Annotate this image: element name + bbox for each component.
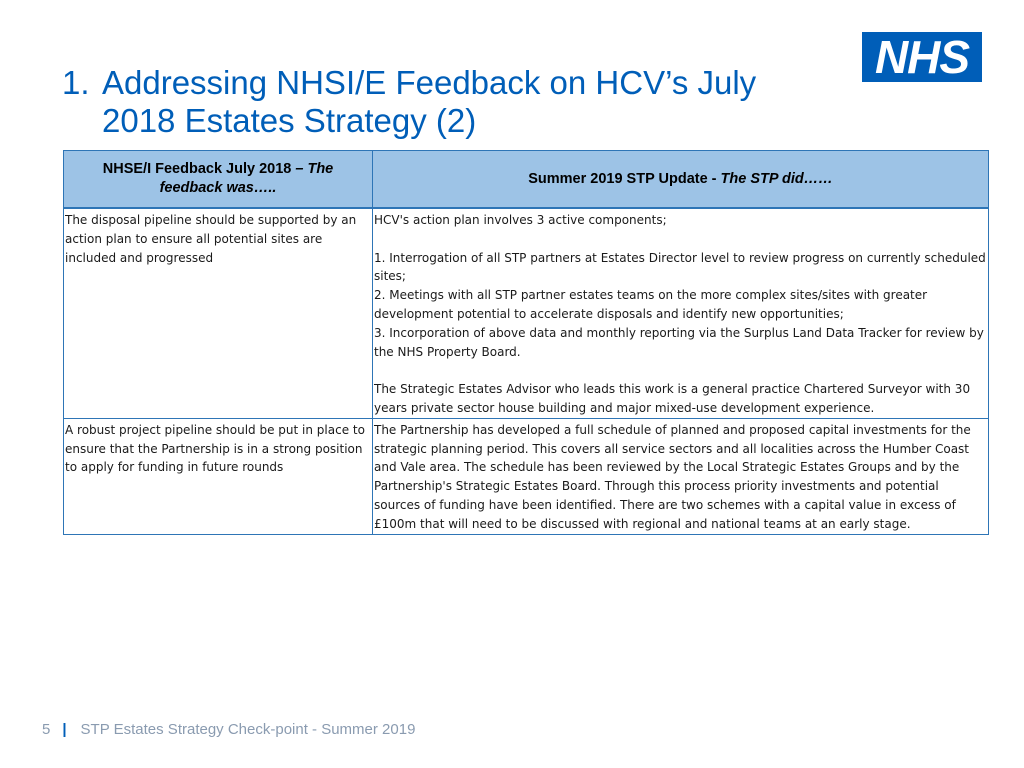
nhs-logo: NHS <box>862 32 982 82</box>
column-header-update-main: Summer 2019 STP Update - <box>528 170 717 187</box>
update-cell <box>373 208 989 418</box>
paragraph-gap <box>374 361 987 380</box>
table-row <box>64 418 989 534</box>
footer-separator: | <box>62 721 67 738</box>
column-header-feedback-main: NHSE/I Feedback July 2018 <box>102 161 292 177</box>
column-header-feedback <box>64 151 373 209</box>
table-row <box>64 208 989 418</box>
feedback-table <box>63 150 989 535</box>
column-header-update-italic: The STP did…… <box>720 170 833 187</box>
update-intro: HCV's action plan involves 3 active components; <box>374 213 667 227</box>
title-number: 1. <box>62 64 90 101</box>
update-cell: The Partnership has developed a full schedule of planned and proposed capital investments for the strategic planning period. This covers all service sectors and all localities across the Humber Coast and Vale area. The schedule has been reviewed by the Local Strategic Estates Groups and by the Partnership's Strategic Estates Board. Through this process priority investments and potential sources of funding have been identified. There are two schemes with a capital value in excess of £100m that will need to be discussed with regional and national teams at an early stage. <box>373 418 989 534</box>
feedback-cell: A robust project pipeline should be put in place to ensure that the Partnership is in a strong position to apply for funding in future rounds <box>64 418 373 534</box>
page-title <box>62 64 822 140</box>
update-item-3: 3. Incorporation of above data and monthly reporting via the Surplus Land Data Tracker for review by the NHS Property Board. <box>374 325 984 359</box>
column-header-update <box>373 151 989 209</box>
title-text: Addressing NHSI/E Feedback on HCV’s July 2018 Estates Strategy (2) <box>102 64 757 139</box>
update-closing: The Strategic Estates Advisor who leads this work is a general practice Chartered Surveyor with 30 years private sector house building and major mixed-use development experience. <box>374 382 971 415</box>
footer-text: STP Estates Strategy Check-point - Summer 2019 <box>80 721 416 738</box>
paragraph-gap <box>374 230 987 249</box>
page-number: 5 <box>42 721 51 738</box>
feedback-cell: The disposal pipeline should be supported by an action plan to ensure all potential sites are included and progressed <box>64 208 373 418</box>
update-item-1: 1. Interrogation of all STP partners at Estates Director level to review progress on currently scheduled sites; <box>374 250 986 284</box>
table-header-row <box>64 151 989 209</box>
update-item-2: 2. Meetings with all STP partner estates teams on the more complex sites/sites with greater development potential to accelerate disposals and identify new opportunities; <box>374 288 928 321</box>
column-header-feedback-italic: – The feedback was….. <box>159 161 334 196</box>
footer <box>42 721 415 738</box>
